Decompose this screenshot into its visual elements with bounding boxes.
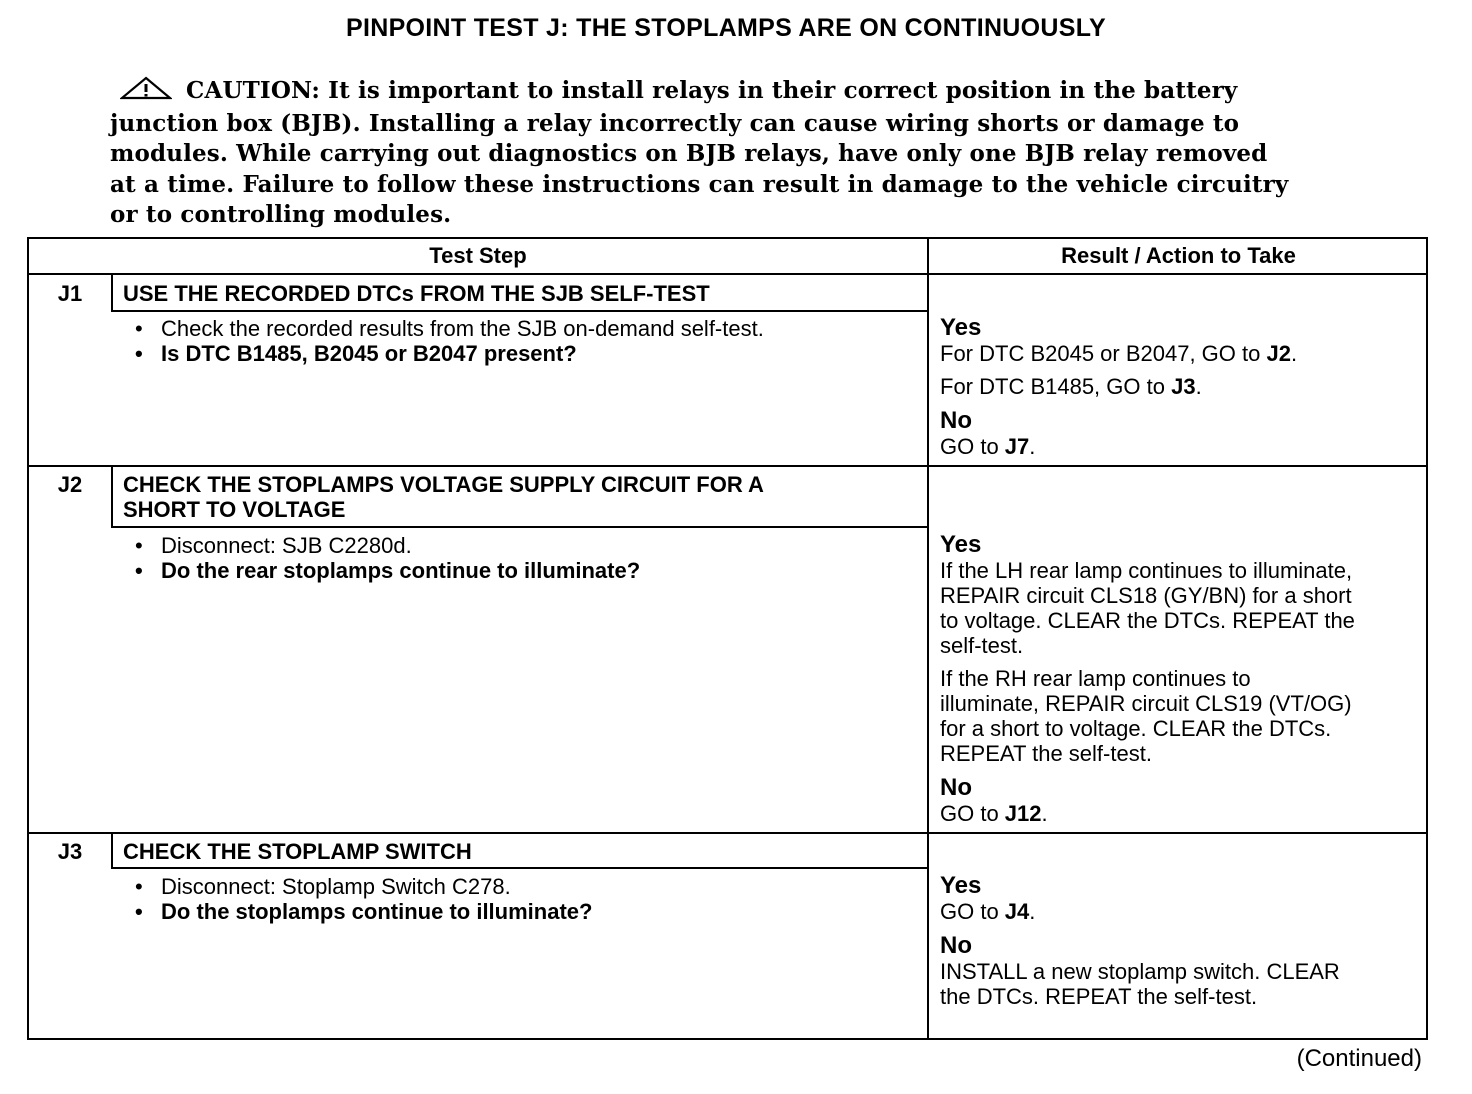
no-action: GO to J12. [940, 801, 1048, 826]
no-label: No [940, 932, 972, 959]
continued-label: (Continued) [1296, 1045, 1422, 1072]
header-divider [29, 273, 1428, 275]
yes-action: If the LH rear lamp continues to illuminate, REPAIR circuit CLS18 (GY/BN) for a short to voltage. CLEAR the DTCs. REPEAT the self-test. [940, 558, 1355, 658]
caution-line [110, 76, 1350, 109]
row-divider [29, 465, 1428, 467]
caution-line: modules. While carrying out diagnostics on BJB relays, have only one BJB relay removed [110, 140, 1268, 167]
caution-line: at a time. Failure to follow these instructions can result in damage to the vehicle circuitry [110, 170, 1289, 198]
step-instructions [123, 533, 913, 583]
no-label: No [940, 774, 972, 801]
header-test-step: Test Step [429, 243, 527, 268]
caution-text: CAUTION: It is important to install relays in their correct position in the battery [186, 77, 1238, 104]
yes-action: If the RH rear lamp continues to illuminate, REPAIR circuit CLS19 (VT/OG) for a short to voltage. CLEAR the DTCs. REPEAT the self-test. [940, 666, 1352, 766]
no-action: INSTALL a new stoplamp switch. CLEAR the DTCs. REPEAT the self-test. [940, 959, 1340, 1009]
yes-action: For DTC B2045 or B2047, GO to J2. [940, 341, 1298, 366]
yes-action: GO to J4. [940, 899, 1036, 924]
step-id: J2 [57, 472, 83, 497]
step-title: CHECK THE STOPLAMP SWITCH [123, 839, 472, 864]
question-bullet: • Is DTC B1485, B2045 or B2047 present? [123, 341, 913, 366]
step-result [940, 531, 1430, 826]
step-title: USE THE RECORDED DTCs FROM THE SJB SELF-TEST [123, 281, 710, 306]
step-link[interactable]: J7 [1004, 434, 1030, 459]
step-link[interactable]: J4 [1004, 899, 1030, 924]
title-divider [111, 310, 927, 312]
no-label: No [940, 407, 972, 434]
question-bullet: • Do the stoplamps continue to illuminate? [123, 899, 913, 924]
step-id: J3 [57, 839, 83, 864]
yes-label: Yes [940, 314, 982, 341]
no-action: GO to J7. [940, 434, 1036, 459]
step-link[interactable]: J12 [1004, 801, 1042, 826]
row-divider [29, 832, 1428, 834]
id-divider [111, 465, 113, 528]
step-result [940, 872, 1430, 1009]
instruction-bullet: • Disconnect: SJB C2280d. [123, 533, 913, 558]
caution-line: or to controlling modules. [110, 201, 452, 228]
page-title: PINPOINT TEST J: THE STOPLAMPS ARE ON CONTINUOUSLY [346, 14, 1106, 42]
step-link[interactable]: J2 [1266, 341, 1291, 366]
title-divider [111, 526, 927, 528]
caution-block [110, 76, 1350, 231]
header-result-action: Result / Action to Take [1061, 243, 1296, 268]
step-instructions [123, 874, 913, 924]
warning-triangle-icon [120, 76, 172, 109]
caution-line: junction box (BJB). Installing a relay incorrectly can cause wiring shorts or damage to [110, 109, 1240, 137]
title-divider [111, 867, 927, 869]
question-bullet: • Do the rear stoplamps continue to illuminate? [123, 558, 913, 583]
step-instructions [123, 316, 913, 366]
step-title: CHECK THE STOPLAMPS VOLTAGE SUPPLY CIRCUIT FOR A SHORT TO VOLTAGE [123, 472, 764, 522]
yes-action: For DTC B1485, GO to J3. [940, 374, 1202, 399]
yes-label: Yes [940, 531, 982, 558]
id-divider [111, 273, 113, 311]
test-step-table [27, 237, 1428, 1040]
step-result [940, 314, 1430, 459]
step-link[interactable]: J3 [1171, 374, 1196, 399]
step-id: J1 [57, 281, 83, 306]
instruction-bullet: • Disconnect: Stoplamp Switch C278. [123, 874, 913, 899]
instruction-bullet: • Check the recorded results from the SJB on-demand self-test. [123, 316, 913, 341]
column-divider [927, 239, 929, 1040]
id-divider [111, 832, 113, 868]
yes-label: Yes [940, 872, 982, 899]
